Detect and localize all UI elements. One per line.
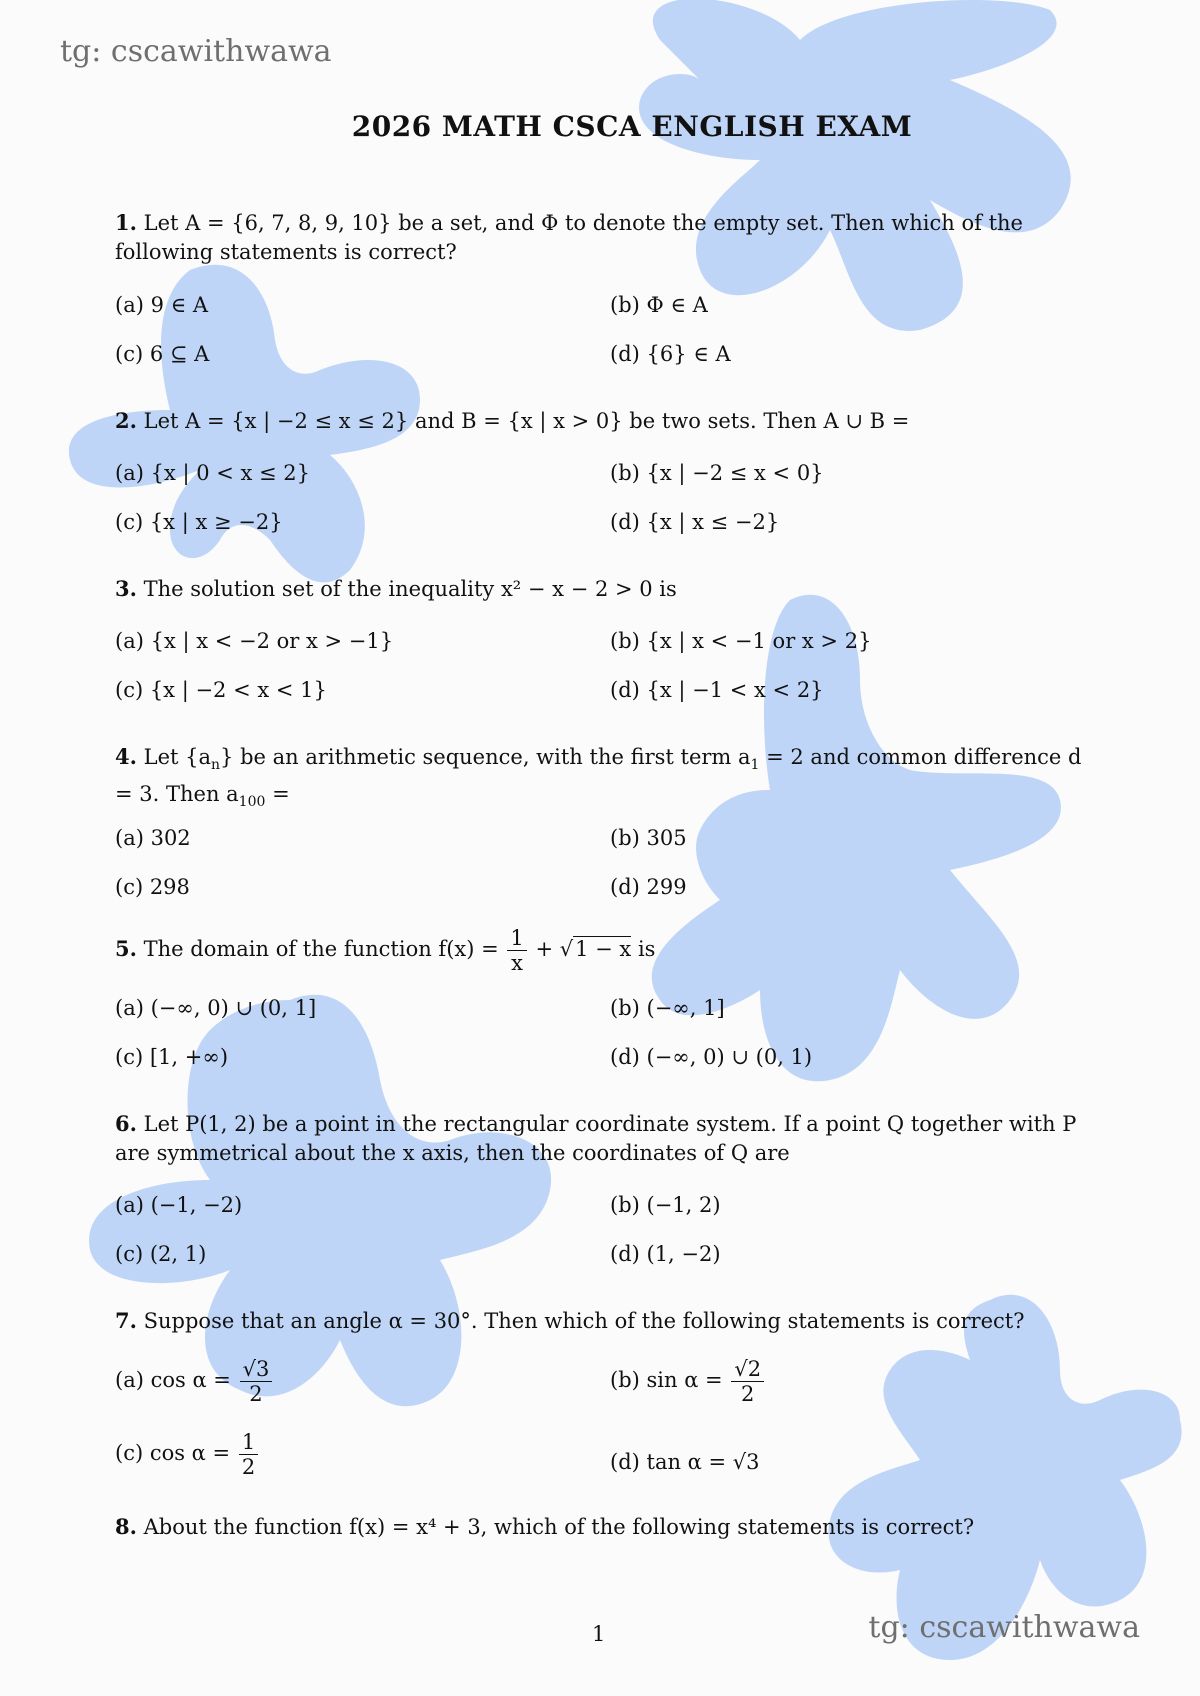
fraction-denominator: x <box>511 951 524 975</box>
sqrt-body: 1 − x <box>575 937 632 961</box>
question-text: About the function f(x) = x⁴ + 3, which of the following statements is correct? <box>143 1515 975 1539</box>
question-text-end: is <box>637 937 656 961</box>
option-6d: (d) (1, −2) <box>610 1242 721 1266</box>
option-3c: (c) {x | −2 < x < 1} <box>115 678 327 702</box>
option-4a: (a) 302 <box>115 826 191 850</box>
option-2d: (d) {x | x ≤ −2} <box>610 510 780 534</box>
option-1d: (d) {6} ∈ A <box>610 342 731 366</box>
question-number: 3. <box>115 576 137 601</box>
option-7c <box>115 1430 260 1479</box>
question-8 <box>115 1512 1090 1542</box>
option-1b: (b) Φ ∈ A <box>610 293 708 317</box>
fraction-denominator: 2 <box>249 1382 263 1406</box>
option-2c: (c) {x | x ≥ −2} <box>115 510 283 534</box>
option-6b: (b) (−1, 2) <box>610 1193 721 1217</box>
question-text-part: } be an arithmetic sequence, with the first term a <box>220 745 751 769</box>
fraction <box>240 1357 273 1406</box>
question-text-part: Let {a <box>143 745 211 769</box>
question-text: The domain of the function f(x) = <box>143 937 499 961</box>
option-5c: (c) [1, +∞) <box>115 1045 229 1069</box>
question-1 <box>115 208 1090 267</box>
question-6 <box>115 1109 1090 1168</box>
option-6a: (a) (−1, −2) <box>115 1193 243 1217</box>
subscript: n <box>211 757 221 774</box>
question-2 <box>115 406 1090 436</box>
fraction <box>507 926 526 975</box>
fraction <box>731 1357 764 1406</box>
fraction-numerator: √2 <box>731 1357 764 1382</box>
question-text: Let P(1, 2) be a point in the rectangular coordinate system. If a point Q together with P are symmetrical about the x axis, then the coordinates of Q are <box>115 1112 1077 1165</box>
question-text-part: = 2 and common difference d = 3. Then a <box>115 745 1082 807</box>
question-number: 6. <box>115 1111 137 1136</box>
option-2a: (a) {x | 0 < x ≤ 2} <box>115 461 311 485</box>
plus-sqrt: + √ <box>535 937 574 961</box>
option-4d: (d) 299 <box>610 875 687 899</box>
question-number: 5. <box>115 936 137 961</box>
option-5d: (d) (−∞, 0) ∪ (0, 1) <box>610 1045 813 1069</box>
option-1a: (a) 9 ∈ A <box>115 293 209 317</box>
watermark-top: tg: cscawithwawa <box>60 34 332 69</box>
option-4b: (b) 305 <box>610 826 687 850</box>
question-number: 1. <box>115 210 137 235</box>
question-number: 4. <box>115 744 137 769</box>
option-7d: (d) tan α = √3 <box>610 1450 760 1474</box>
fraction-denominator: 2 <box>241 1455 256 1479</box>
fraction-denominator: 2 <box>741 1382 755 1406</box>
question-5 <box>115 926 1090 975</box>
question-number: 8. <box>115 1514 137 1539</box>
question-text: Let A = {x | −2 ≤ x ≤ 2} and B = {x | x > 0} be two sets. Then A ∪ B = <box>143 409 910 433</box>
option-1c: (c) 6 ⊆ A <box>115 342 210 366</box>
option-3a: (a) {x | x < −2 or x > −1} <box>115 629 394 653</box>
option-prefix: (c) cos α = <box>115 1441 231 1465</box>
option-4c: (c) 298 <box>115 875 190 899</box>
fraction-numerator: √3 <box>240 1357 273 1382</box>
watermark-bottom: tg: cscawithwawa <box>868 1610 1140 1645</box>
option-prefix: (b) sin α = <box>610 1368 723 1392</box>
question-text-part: = <box>265 782 290 807</box>
option-5b: (b) (−∞, 1] <box>610 996 725 1020</box>
question-number: 7. <box>115 1308 137 1333</box>
fraction-numerator: 1 <box>507 926 526 951</box>
subscript: 100 <box>238 794 266 811</box>
question-number: 2. <box>115 408 137 433</box>
page-number: 1 <box>592 1622 606 1646</box>
option-prefix: (a) cos α = <box>115 1368 231 1392</box>
question-7 <box>115 1306 1090 1336</box>
option-6c: (c) (2, 1) <box>115 1242 207 1266</box>
fraction <box>239 1430 258 1479</box>
question-text: Let A = {6, 7, 8, 9, 10} be a set, and Φ to denote the empty set. Then which of the following statements is correct? <box>115 211 1023 264</box>
question-4 <box>115 742 1090 817</box>
page-title: 2026 MATH CSCA ENGLISH EXAM <box>351 110 913 143</box>
option-7b <box>610 1357 766 1406</box>
question-3 <box>115 574 1090 604</box>
option-7a <box>115 1357 274 1406</box>
subscript: 1 <box>750 757 760 774</box>
option-3d: (d) {x | −1 < x < 2} <box>610 678 824 702</box>
fraction-numerator: 1 <box>239 1430 258 1455</box>
option-2b: (b) {x | −2 ≤ x < 0} <box>610 461 824 485</box>
question-text: Suppose that an angle α = 30°. Then which of the following statements is correct? <box>143 1309 1025 1333</box>
option-3b: (b) {x | x < −1 or x > 2} <box>610 629 872 653</box>
question-text: The solution set of the inequality x² − x − 2 > 0 is <box>143 577 677 601</box>
option-5a: (a) (−∞, 0) ∪ (0, 1] <box>115 996 317 1020</box>
